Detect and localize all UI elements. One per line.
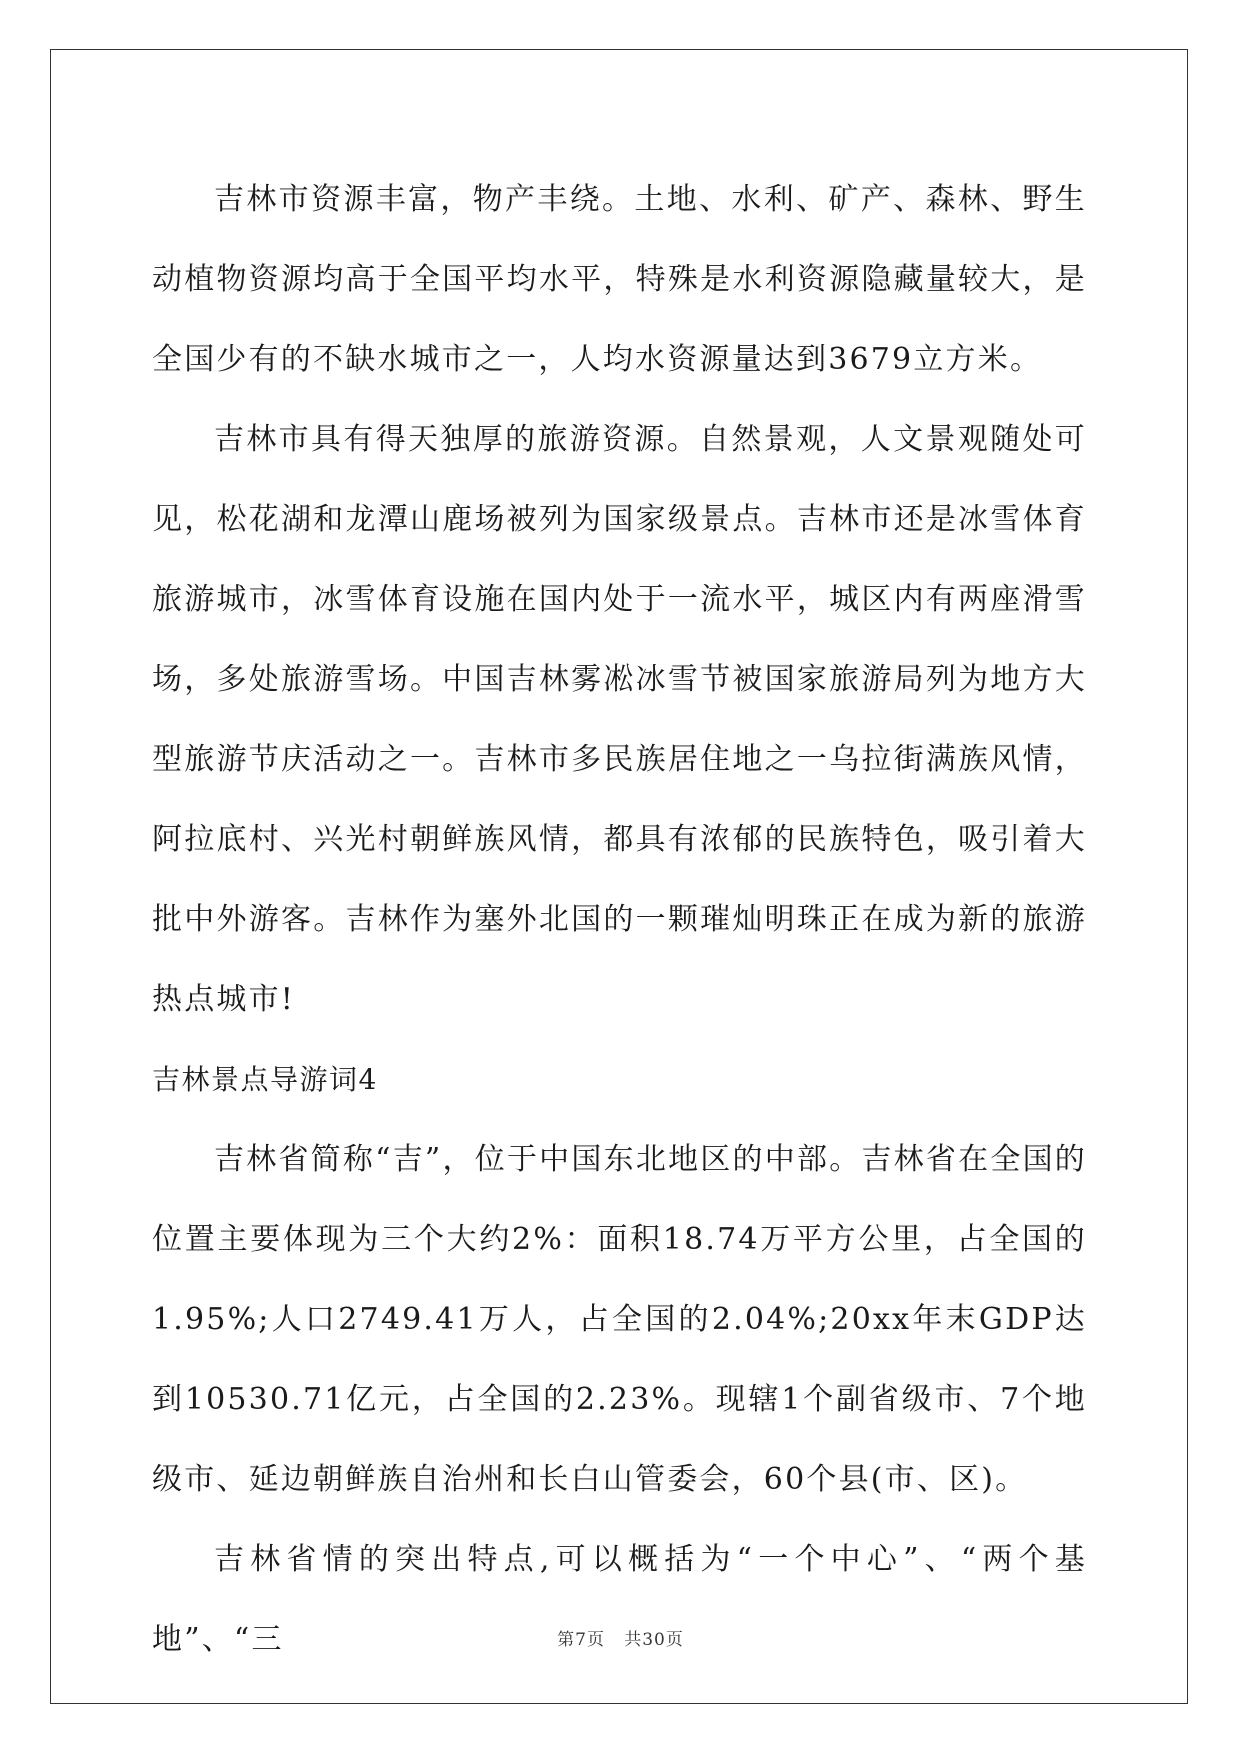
page-total: 共30页 (624, 1630, 684, 1650)
page-number: 第7页 (557, 1630, 605, 1650)
section-heading: 吉林景点导游词4 (152, 1063, 378, 1096)
page-footer (0, 1625, 1241, 1650)
paragraph-province-features: 吉林省情的突出特点,可以概括为“一个中心”、“两个基地”、“三 (152, 1542, 1087, 1657)
paragraph-province-overview: 吉林省简称“吉”，位于中国东北地区的中部。吉林省在全国的位置主要体现为三个大约2%：面积18.74万平方公里，占全国的1.95%;人口2749.41万人，占全国的2.04%;20xx年末GDP达到10530.71亿元，占全国的2.23%。现辖1个副省级市、7个地级市、延边朝鲜族自治州和长白山管委会，60个县(市、区)。 (152, 1142, 1087, 1497)
paragraph-tourism: 吉林市具有得天独厚的旅游资源。自然景观，人文景观随处可见，松花湖和龙潭山鹿场被列为国家级景点。吉林市还是冰雪体育旅游城市，冰雪体育设施在国内处于一流水平，城区内有两座滑雪场，多处旅游雪场。中国吉林雾凇冰雪节被国家旅游局列为地方大型旅游节庆活动之一。吉林市多民族居住地之一乌拉街满族风情，阿拉底村、兴光村朝鲜族风情，都具有浓郁的民族特色，吸引着大批中外游客。吉林作为塞外北国的一颗璀灿明珠正在成为新的旅游热点城市! (152, 422, 1087, 1017)
paragraph-resources: 吉林市资源丰富，物产丰绕。土地、水利、矿产、森林、野生动植物资源均高于全国平均水平，特殊是水利资源隐藏量较大，是全国少有的不缺水城市之一，人均水资源量达到3679立方米。 (152, 182, 1087, 377)
document-body (152, 160, 1087, 1680)
